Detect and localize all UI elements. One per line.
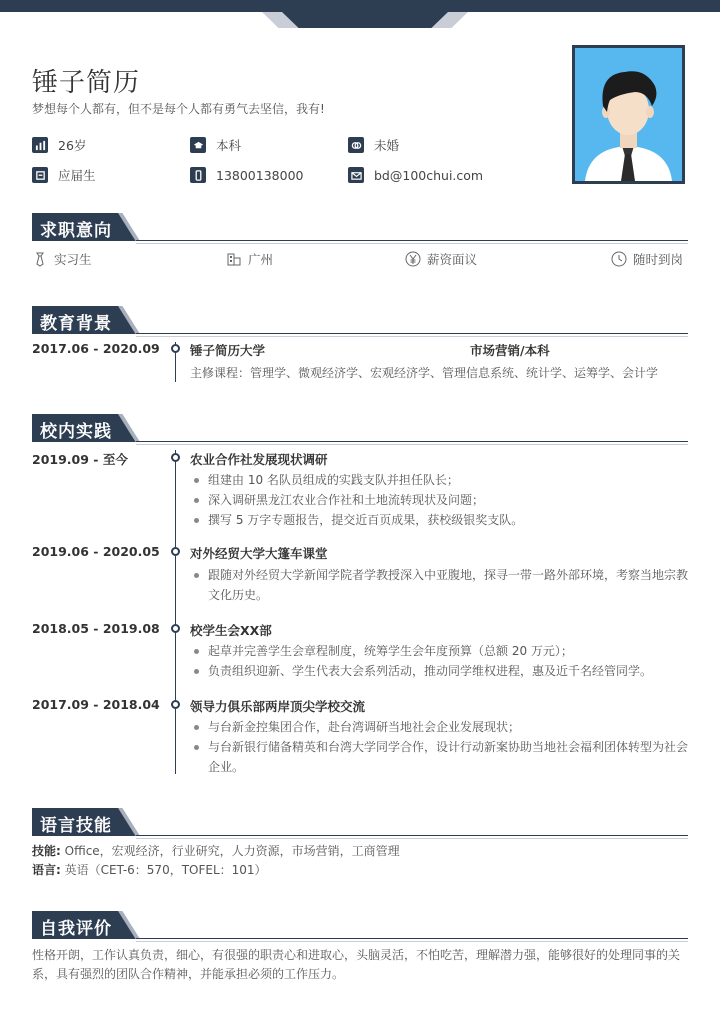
info-age <box>32 136 86 154</box>
clock-icon <box>611 251 627 267</box>
section-title-intent: 求职意向 <box>40 221 112 241</box>
skills-value: Office，宏观经济，行业研究，人力资源，市场营销，工商管理 <box>64 844 400 858</box>
info-degree <box>190 136 241 154</box>
bullet-item: 起草并完善学生会章程制度，统筹学生会年度预算（总额 20 万元）； <box>190 641 688 661</box>
phone-icon <box>190 167 206 183</box>
language-skills <box>32 842 688 880</box>
language-label: 语言: <box>32 863 61 877</box>
campus-title: 领导力俱乐部两岸顶尖学校交流 <box>190 699 366 714</box>
bullet-item: 跟随对外经贸大学新闻学院者学教授深入中亚腹地，探寻一带一路外部环境，考察当地宗教文化历史。 <box>190 565 688 605</box>
section-title-education: 教育背景 <box>40 314 112 334</box>
chart-icon <box>32 137 48 153</box>
intent-salary-value: 薪资面议 <box>427 252 478 267</box>
self-evaluation: 性格开朗，工作认真负责，细心，有很强的职责心和进取心，头脑灵活，不怕吃苦，理解潜力强，能够很好的处理同事的关系，具有强烈的团队合作精神，并能承担必须的工作压力。 <box>32 948 681 981</box>
info-status-value: 应届生 <box>58 168 96 183</box>
section-header-intent <box>32 213 688 241</box>
campus-date: 2018.05 - 2019.08 <box>32 621 160 636</box>
section-header-campus <box>32 414 688 442</box>
intent-availability-value: 随时到岗 <box>633 252 684 267</box>
section-title-self: 自我评价 <box>40 919 112 939</box>
tie-icon <box>32 251 48 267</box>
building-icon <box>226 251 242 267</box>
campus-title: 农业合作社发展现状调研 <box>190 452 328 467</box>
section-header-self <box>32 911 688 939</box>
campus-title: 校学生会XX部 <box>190 623 272 638</box>
calendar-icon <box>32 167 48 183</box>
campus-date: 2017.09 - 2018.04 <box>32 697 160 712</box>
timeline-dot <box>171 624 180 633</box>
profile-photo <box>572 45 685 184</box>
bullet-item: 负责组织迎新、学生代表大会系列活动，推动同学维权进程，惠及近千名经管同学。 <box>190 661 688 681</box>
campus-title: 对外经贸大学大篷车课堂 <box>190 546 328 561</box>
campus-date: 2019.06 - 2020.05 <box>32 544 160 559</box>
timeline-dot <box>171 453 180 462</box>
campus-bullets <box>190 641 688 681</box>
timeline-line <box>175 450 176 774</box>
bullet-item: 与台新金控集团合作，赴台湾调研当地社会企业发展现状； <box>190 717 688 737</box>
intent-salary <box>405 250 477 268</box>
education-courses: 主修课程：管理学、微观经济学、宏观经济学、管理信息系统、统计学、运筹学、会计学 <box>190 366 659 380</box>
top-decor-band-inner <box>282 12 448 28</box>
info-marital-value: 未婚 <box>374 138 400 153</box>
info-status <box>32 166 96 184</box>
campus-bullets <box>190 470 688 530</box>
info-email <box>348 166 483 184</box>
info-degree-value: 本科 <box>216 138 242 153</box>
section-header-education <box>32 306 688 334</box>
section-header-language <box>32 808 688 836</box>
bullet-item: 与台新银行储备精英和台湾大学同学合作，设计行动新案协助当地社会福利团体转型为社会企业。 <box>190 737 688 777</box>
top-bar <box>0 0 720 12</box>
intent-type <box>32 250 92 268</box>
timeline-dot <box>171 547 180 556</box>
intent-type-value: 实习生 <box>54 252 92 267</box>
bullet-item: 深入调研黑龙江农业合作社和土地流转现状及问题； <box>190 490 688 510</box>
intent-city-value: 广州 <box>248 252 274 267</box>
intent-availability <box>611 250 683 268</box>
education-major: 市场营销/本科 <box>470 343 550 358</box>
campus-bullets <box>190 717 688 777</box>
education-date: 2017.06 - 2020.09 <box>32 341 160 356</box>
info-phone-value: 13800138000 <box>216 167 304 183</box>
resume-name: 锤子简历 <box>32 68 141 98</box>
bullet-item: 组建由 10 名队员组成的实践支队并担任队长； <box>190 470 688 490</box>
section-title-language: 语言技能 <box>40 816 112 836</box>
timeline-dot <box>171 700 180 709</box>
info-email-value: bd@100chui.com <box>374 167 484 183</box>
info-age-value: 26岁 <box>58 138 87 153</box>
education-school: 锤子简历大学 <box>190 343 266 358</box>
info-marital <box>348 136 399 154</box>
resume-motto: 梦想每个人都有，但不是每个人都有勇气去坚信，我有! <box>32 102 325 116</box>
campus-date: 2019.09 - 至今 <box>32 452 128 467</box>
campus-bullets <box>190 565 688 605</box>
timeline-dot <box>171 344 180 353</box>
bullet-item: 撰写 5 万字专题报告，提交近百页成果，获校级银奖支队。 <box>190 510 688 530</box>
intent-city <box>226 250 273 268</box>
yen-icon <box>405 251 421 267</box>
info-phone <box>190 166 303 184</box>
language-value: 英语（CET-6：570，TOFEL：101） <box>64 863 267 877</box>
mail-icon <box>348 167 364 183</box>
section-title-campus: 校内实践 <box>40 422 112 442</box>
skills-label: 技能: <box>32 844 61 858</box>
rings-icon <box>348 137 364 153</box>
graduation-cap-icon <box>190 137 206 153</box>
